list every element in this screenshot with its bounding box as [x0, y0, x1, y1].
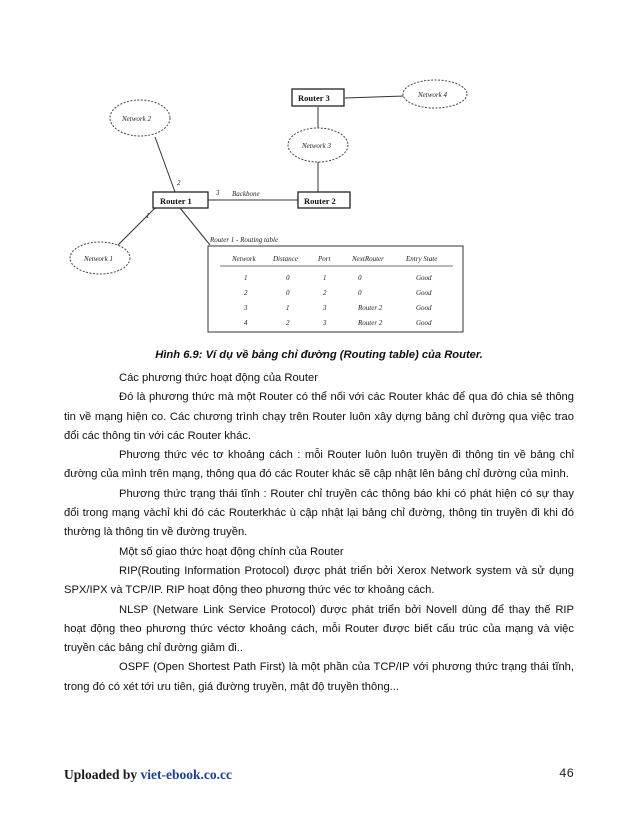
table-cell: 1 [244, 274, 248, 282]
network-4-label: Network 4 [418, 91, 447, 99]
network-3-label: Network 3 [302, 142, 331, 150]
routing-diagram [60, 70, 480, 340]
table-header-cell: Network [232, 255, 256, 263]
paragraph: Các phương thức hoạt động của Router [119, 372, 318, 384]
table-cell: 1 [286, 304, 290, 312]
port-label-1: 1 [146, 212, 150, 220]
table-cell: 4 [244, 319, 248, 327]
paragraph: NLSP (Netware Link Service Protocol) được phát triển bởi Novell dùng để thay thế RIP hoạt động theo phương thức véctơ khoảng cách, mỗi Router được biết cấu trúc của mạng và việc truyền các bảng chỉ đường giảm đi.. [64, 603, 574, 655]
figure-caption: Hình 6.9: Ví dụ về bảng chỉ đường (Routing table) của Router. [155, 349, 483, 361]
paragraph: RIP(Routing Information Protocol) được phát triển bởi Xerox Network system và sử dụng SPX/IPX và TCP/IP. RIP hoạt động theo phương thức véc tơ khoảng cách. [64, 564, 574, 597]
table-header-cell: NextRouter [352, 255, 384, 263]
network-4-cloud [403, 80, 467, 108]
table-cell: 3 [244, 304, 248, 312]
link-r3-n4 [345, 96, 405, 98]
router-1-box [153, 192, 208, 208]
paragraph: OSPF (Open Shortest Path First) là một phần của TCP/IP với phương thức trạng thái tĩnh, trong đó có xét tới ưu tiên, giá đường truyền, mật độ truyền thông... [64, 661, 574, 693]
table-cell: Router 2 [358, 319, 383, 327]
network-1-cloud [70, 242, 130, 274]
table-cell: 3 [323, 304, 327, 312]
table-cell: 0 [286, 289, 290, 297]
body-text [64, 369, 574, 697]
port-label-2: 2 [177, 179, 181, 187]
paragraph: Phương thức trạng thái tĩnh : Router chỉ truyền các thông báo khi có phát hiện có sự thay đổi trong mạng vàchỉ khi đó các Routerkhác ù cập nhật lại bảng chỉ đường, thông tin truyền đi khi đó thường là thông tin về đường truyền. [64, 487, 574, 539]
table-cell: Router 2 [358, 304, 383, 312]
routing-table-title: Router 1 - Routing table [210, 236, 279, 244]
table-cell: Good [416, 274, 432, 282]
page-number: 46 [558, 767, 574, 781]
paragraph: Đó là phương thức mà một Router có thể nối với các Router khác để qua đó chia sẻ thông tin về mạng hiện co. Các chương trình chạy trên Router luôn xây dựng bảng chỉ đường qua việc trao đổi các thông tin với các Router khác. [64, 391, 574, 442]
table-cell: Good [416, 304, 432, 312]
router-1-label: Router 1 [160, 196, 192, 206]
table-cell: 0 [286, 274, 290, 282]
network-3-cloud [288, 128, 348, 162]
link-r1-n2 [155, 137, 175, 192]
router-2-box [298, 192, 350, 208]
table-callout-line [180, 208, 210, 245]
table-cell: 3 [323, 319, 327, 327]
paragraph: Phương thức véc tơ khoảng cách : mỗi Router luôn luôn truyền đi thông tin về bảng chỉ đường của mình trên mạng, thông qua đó các Router khác sẽ cập nhật lên bảng chỉ đường của mình. [64, 449, 574, 481]
table-header-cell: Port [318, 255, 331, 263]
paragraph: Một số giao thức hoạt động chính của Router [119, 545, 344, 558]
table-cell: 2 [244, 289, 248, 297]
network-2-cloud [110, 100, 170, 136]
table-cell: Good [416, 289, 432, 297]
router-2-label: Router 2 [304, 196, 336, 206]
backbone-label: Backbone [232, 190, 260, 198]
table-header-cell: Entry State [406, 255, 438, 263]
routing-table [208, 236, 463, 332]
table-cell: 1 [323, 274, 327, 282]
network-1-label: Network 1 [84, 255, 113, 263]
footer-site-link[interactable]: viet-ebook.co.cc [140, 767, 232, 782]
table-cell: 0 [358, 289, 362, 297]
port-label-3: 3 [216, 189, 220, 197]
network-2-label: Network 2 [122, 115, 151, 123]
footer-prefix: Uploaded by [64, 767, 141, 782]
router-3-label: Router 3 [298, 93, 330, 103]
table-cell: Good [416, 319, 432, 327]
table-cell: 0 [358, 274, 362, 282]
footer-uploaded-by [64, 767, 232, 783]
router-3-box [292, 89, 344, 106]
table-cell: 2 [323, 289, 327, 297]
table-cell: 2 [286, 319, 290, 327]
table-header-cell: Distance [273, 255, 298, 263]
